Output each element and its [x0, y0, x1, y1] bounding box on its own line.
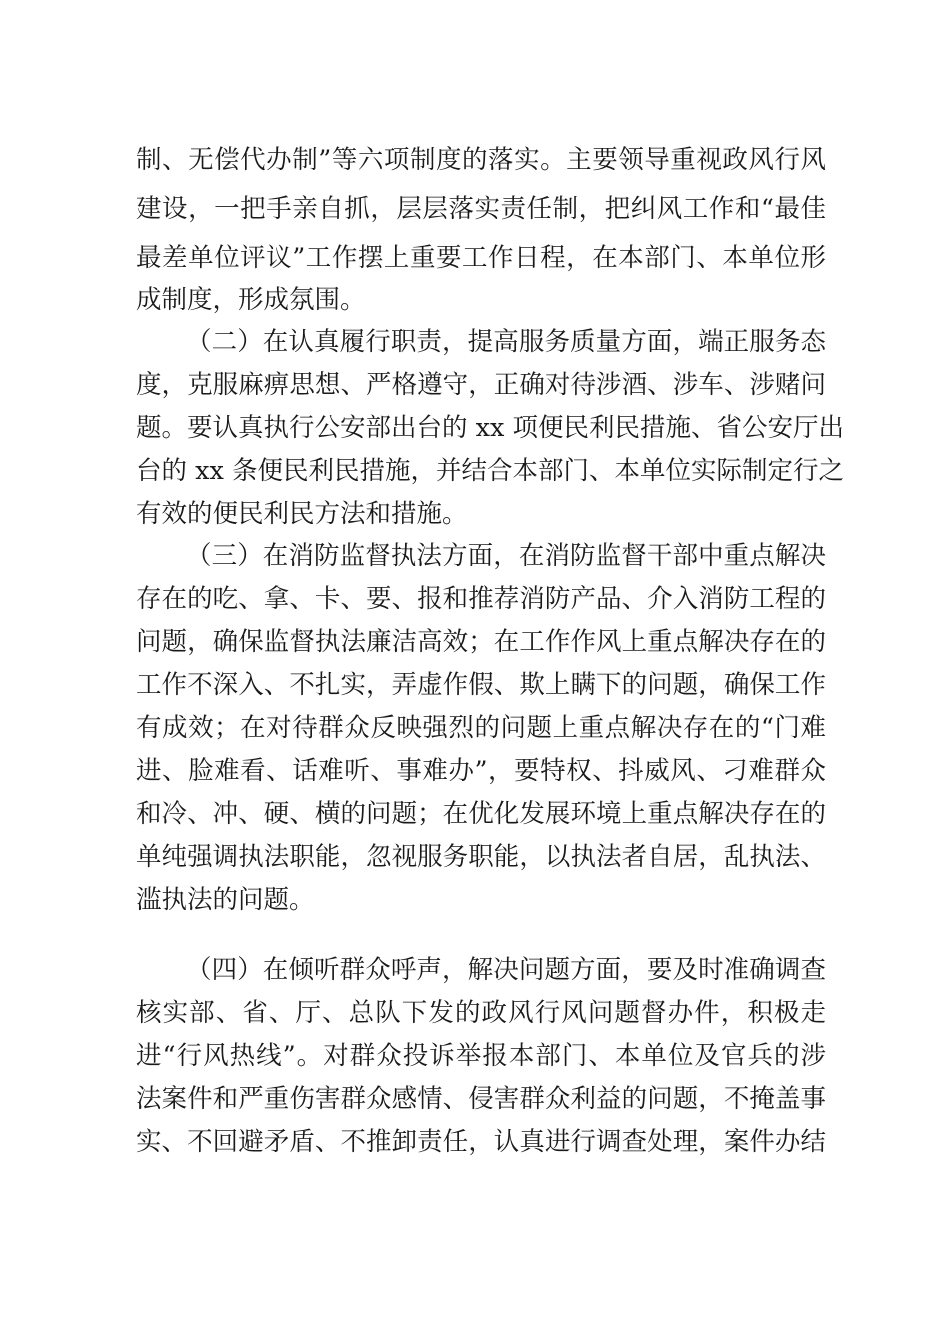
- text-line: 问题，确保监督执法廉洁高效；在工作作风上重点解决存在的: [136, 627, 826, 657]
- text-line: 进“行风热线”。对群众投诉举报本部门、本单位及官兵的涉: [136, 1041, 826, 1071]
- text-line: 法案件和严重伤害群众感情、侵害群众利益的问题，不掩盖事: [136, 1084, 826, 1114]
- paragraph-first-line: （三）在消防监督执法方面，在消防监督干部中重点解决: [186, 541, 826, 571]
- text-line: 滥执法的问题。: [136, 885, 315, 915]
- text-line: 有成效；在对待群众反映强烈的问题上重点解决存在的“门难: [136, 713, 826, 743]
- text-line: 单纯强调执法职能，忽视服务职能，以执法者自居，乱执法、: [136, 842, 826, 872]
- text-line: 实、不回避矛盾、不推卸责任，认真进行调查处理，案件办结: [136, 1127, 826, 1157]
- text-line: 度，克服麻痹思想、严格遵守，正确对待涉酒、涉车、涉赌问: [136, 370, 826, 400]
- text-line: 题。要认真执行公安部出台的 xx 项便民利民措施、省公安厅出: [136, 413, 844, 443]
- text-line: 最差单位评议”工作摆上重要工作日程，在本部门、本单位形: [136, 243, 826, 273]
- text-line: 台的 xx 条便民利民措施，并结合本部门、本单位实际制定行之: [136, 456, 844, 486]
- text-line: 成制度，形成氛围。: [136, 285, 366, 315]
- text-line: 建设，一把手亲自抓，层层落实责任制，把纠风工作和“最佳: [136, 194, 826, 224]
- text-line: 工作不深入、不扎实，弄虚作假、欺上瞒下的问题，确保工作: [136, 670, 826, 700]
- text-line: 进、脸难看、话难听、事难办”，要特权、抖威风、刁难群众: [136, 756, 826, 786]
- text-line: 核实部、省、厅、总队下发的政风行风问题督办件，积极走: [136, 998, 826, 1028]
- text-line: 存在的吃、拿、卡、要、报和推荐消防产品、介入消防工程的: [136, 584, 826, 614]
- paragraph-first-line: （四）在倾听群众呼声，解决问题方面，要及时准确调查: [186, 955, 826, 985]
- paragraph-first-line: （二）在认真履行职责，提高服务质量方面，端正服务态: [186, 327, 826, 357]
- text-line: 和冷、冲、硬、横的问题；在优化发展环境上重点解决存在的: [136, 799, 826, 829]
- text-line: 有效的便民利民方法和措施。: [136, 499, 468, 529]
- text-line: 制、无偿代办制”等六项制度的落实。主要领导重视政风行风: [136, 145, 826, 175]
